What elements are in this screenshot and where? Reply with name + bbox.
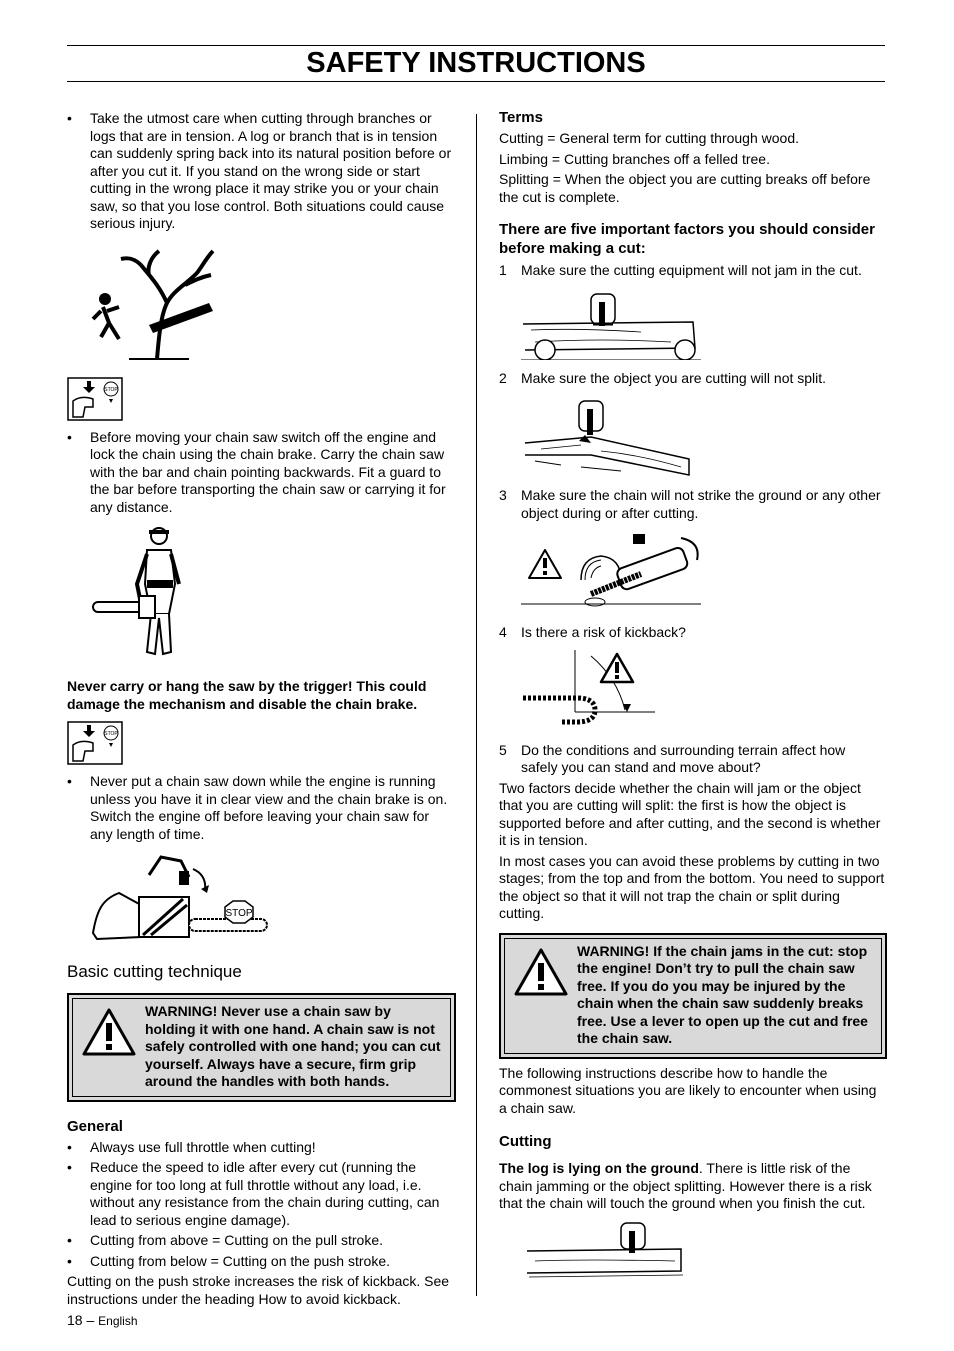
kickback-illustration	[521, 648, 661, 734]
paragraph-following-instructions: The following instructions describe how to handle the commonest situations you are likely to encounter when using a chain saw.	[499, 1064, 877, 1116]
factor-item: 2 Make sure the object you are cutting will not split.	[499, 369, 827, 386]
left-column	[67, 108, 455, 1308]
terms-title: Terms	[499, 109, 543, 126]
factor-item: 5 Do the conditions and surrounding terrain affect how safely you can stand and move about?	[499, 741, 846, 775]
term-line: Splitting = When the object you are cutting breaks off before the cut is complete.	[499, 171, 871, 205]
section-title-basic-cutting: Basic cutting technique	[67, 962, 242, 981]
log-on-ground-illustration	[525, 1221, 685, 1281]
page-number: 18	[67, 1312, 83, 1328]
term-line: Cutting = General term for cutting through wood.	[499, 130, 799, 146]
bullet-moving-saw: • Before moving your chain saw switch off the engine and lock the chain using the chain brake. Carry the chain saw with the bar and chain pointing backwards. Fit a guard to the bar before transporting the chain saw or carrying it for any distance.	[67, 429, 455, 517]
factor-item: 3 Make sure the chain will not strike the ground or any other object during or after cutting.	[499, 487, 881, 521]
brake-stop-icon	[67, 377, 123, 421]
general-item: • Always use full throttle when cutting!	[67, 1139, 455, 1157]
saw-brake-stop-illustration	[89, 849, 279, 945]
paragraph-two-stages: In most cases you can avoid these problems by cutting in two stages; from the top and from the bottom. You need to support the object so that it will not trap the chain or split during cutting.	[499, 852, 885, 921]
general-item: • Reduce the speed to idle after every cut (running the engine for too long at full throttle without any load, i.e. without any resistance from the chain during cutting, can lead to serious engine damage).	[67, 1159, 455, 1229]
factors-title: There are five important factors you should consider before making a cut:	[499, 221, 875, 257]
footer-language: English	[98, 1314, 138, 1328]
general-item: • Cutting from above = Cutting on the pull stroke.	[67, 1232, 455, 1250]
chain-strike-ground-illustration	[521, 528, 717, 614]
warning-text-chain-jam: WARNING! If the chain jams in the cut: stop the engine! Don’t try to pull the chain saw free. If you do you may be injured by the chain when the chain saw suddenly breaks free. Use a lever to open up the cut and free the chain saw.	[577, 942, 868, 1046]
general-title: General	[67, 1117, 123, 1135]
page-title: SAFETY INSTRUCTIONS	[306, 47, 646, 79]
bullet-put-down: • Never put a chain saw down while the engine is running unless you have it in clear view and the chain brake is on. Switch the engine off before leaving your chain saw for any length of time.	[67, 773, 455, 843]
cutting-title: Cutting	[499, 1133, 552, 1150]
stop-sign-label: STOP	[225, 908, 253, 919]
warning-box-chain-jam	[499, 933, 887, 1059]
general-paragraph: Cutting on the push stroke increases the risk of kickback. See instructions under the heading How to avoid kickback.	[67, 1273, 450, 1307]
factor-item: 1 Make sure the cutting equipment will not jam in the cut.	[499, 262, 862, 278]
header-bottom-rule	[67, 81, 885, 82]
bullet-tension: • Take the utmost care when cutting through branches or logs that are in tension. A log or branch that is in tension can suddenly spring back into its natural position before or after you cut it. If you stand on the wrong side or start cutting in the wrong place it may strike you or your chain saw, so that you lose control. Both situations could cause serious injury.	[67, 110, 455, 233]
warning-triangle-icon	[81, 1007, 137, 1057]
factor-item: 4 Is there a risk of kickback?	[499, 624, 686, 640]
warning-triangle-icon	[513, 947, 569, 997]
svg-text:STOP: STOP	[104, 386, 118, 393]
tree-tension-illustration	[89, 245, 229, 363]
right-column	[499, 108, 885, 1281]
brake-stop-icon-2	[67, 721, 123, 765]
svg-text:STOP: STOP	[104, 731, 118, 737]
log-supported-illustration	[521, 288, 701, 360]
log-on-ground-paragraph: The log is lying on the ground. There is little risk of the chain jamming or the object splitting. However there is a risk that the chain will touch the ground when you finish the cut.	[499, 1160, 872, 1211]
column-divider	[476, 114, 477, 1296]
general-item: • Cutting from below = Cutting on the push stroke.	[67, 1253, 455, 1271]
log-splitting-illustration	[521, 395, 701, 477]
term-line: Limbing = Cutting branches off a felled tree.	[499, 150, 770, 167]
warning-box-one-hand	[67, 993, 456, 1102]
warning-text-one-hand: WARNING! Never use a chain saw by holding it with one hand. A chain saw is not safely controlled with one hand; you can cut yourself. Always have a secure, firm grip around the handles with both hands.	[145, 1003, 441, 1089]
paragraph-two-factors: Two factors decide whether the chain will jam or the object that you are cutting will split: the first is how the object is supported before and after cutting, and the second is whether it is in tension.	[499, 779, 881, 848]
never-carry-warning: Never carry or hang the saw by the trigger! This could damage the mechanism and disable the chain brake.	[67, 678, 427, 712]
carry-saw-illustration	[89, 524, 199, 662]
page-footer: 18 – English	[67, 1312, 138, 1328]
